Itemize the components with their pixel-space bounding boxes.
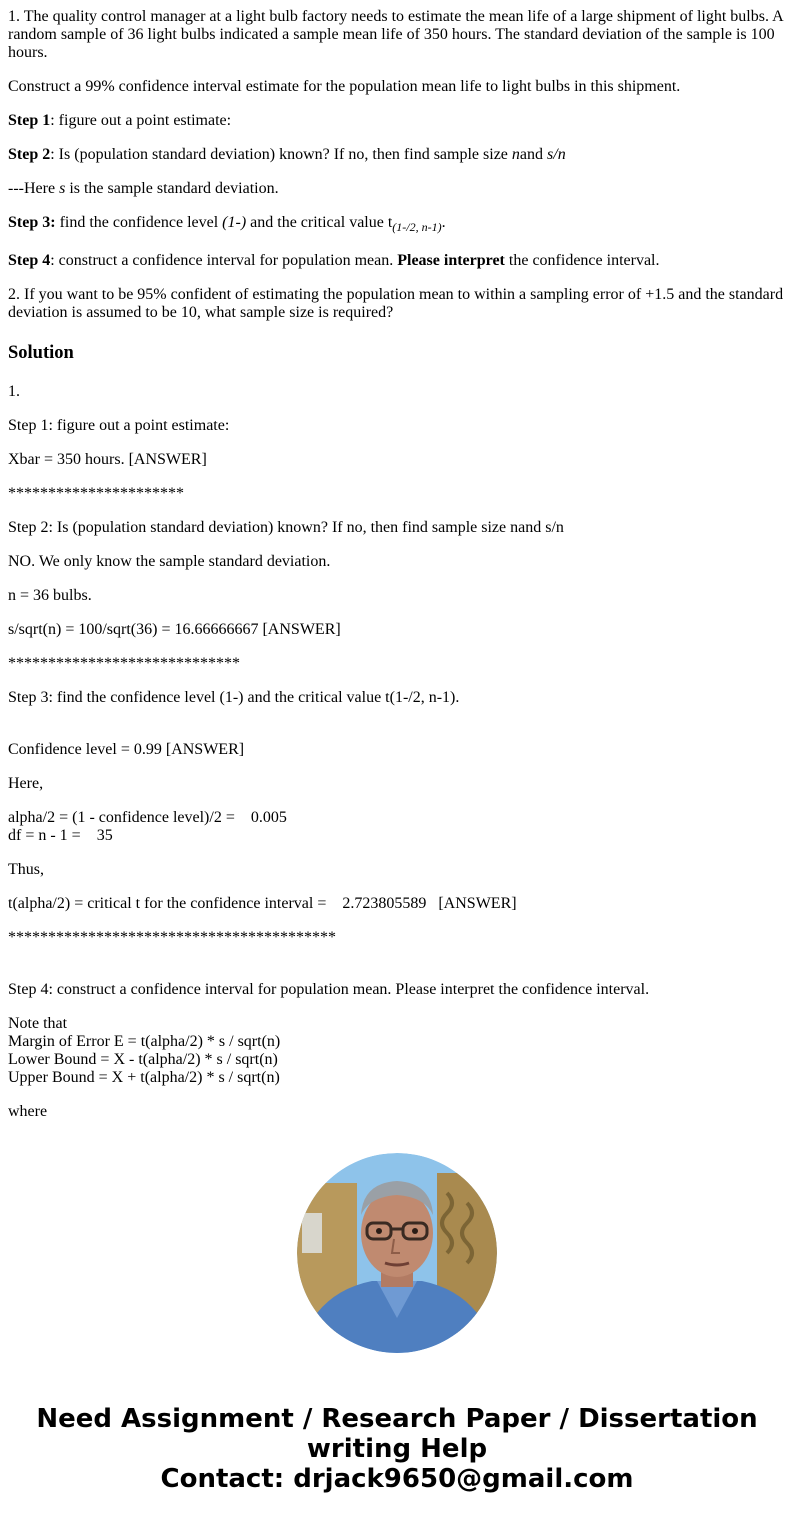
footer-line-2: writing Help xyxy=(306,1434,488,1464)
solution-line: where xyxy=(8,1103,48,1120)
promo-footer xyxy=(0,1404,794,1494)
solution-line: Thus, xyxy=(8,861,44,878)
margin-error-line: Margin of Error E = t(alpha/2) * s / sqrt(n) xyxy=(8,1033,281,1050)
step-4-label: Step 4 xyxy=(8,252,51,269)
step-3-text-a: find the confidence level xyxy=(55,214,223,231)
solution-line: n = 36 bulbs. xyxy=(8,587,92,604)
author-photo xyxy=(297,1153,497,1353)
here-s: s xyxy=(59,180,66,197)
step-4-prompt xyxy=(8,252,786,270)
step-3-end: . xyxy=(441,214,446,231)
solution-block xyxy=(8,1015,786,1087)
here-text-b: is the sample standard deviation. xyxy=(65,180,279,197)
footer-line-1: Need Assignment / Research Paper / Dissertation xyxy=(36,1404,758,1434)
alpha-line: alpha/2 = (1 - confidence level)/2 = 0.005 xyxy=(8,809,287,826)
step-1-text: : figure out a point estimate: xyxy=(50,112,232,129)
step-2-prompt xyxy=(8,146,786,164)
solution-line: Step 3: find the confidence level (1-) and the critical value t(1-/2, n-1). xyxy=(8,689,460,706)
here-text-a: ---Here xyxy=(8,180,60,197)
df-line: df = n - 1 = 35 xyxy=(8,827,113,844)
separator: ********************** xyxy=(8,485,184,502)
solution-line: Step 1: figure out a point estimate: xyxy=(8,417,230,434)
solution-line: s/sqrt(n) = 100/sqrt(36) = 16.66666667 [ANSWER] xyxy=(8,621,341,638)
step-2-text-b: and xyxy=(519,146,548,163)
solution-line: 1. xyxy=(8,383,20,400)
note-line: Note that xyxy=(8,1015,68,1032)
solution-line: t(alpha/2) = critical t for the confidence interval = 2.723805589 [ANSWER] xyxy=(8,895,517,912)
here-note xyxy=(8,180,786,198)
step-2-sn: s/n xyxy=(547,146,566,163)
lower-bound-line: Lower Bound = X - t(alpha/2) * s / sqrt(n) xyxy=(8,1051,278,1068)
person-portrait-icon xyxy=(297,1153,497,1353)
avatar xyxy=(297,1153,497,1353)
solution-heading: Solution xyxy=(8,343,74,363)
separator: ***************************** xyxy=(8,655,240,672)
step-3-text-b: and the critical value t xyxy=(246,214,393,231)
solution-line: Step 4: construct a confidence interval for population mean. Please interpret the confidence interval. xyxy=(8,981,650,998)
separator: ***************************************** xyxy=(8,929,336,946)
solution-line: Step 2: Is (population standard deviation) known? If no, then find sample size nand s/n xyxy=(8,519,564,536)
step-2-text-a: : Is (population standard deviation) known? If no, then find sample size xyxy=(50,146,512,163)
step-4-bold: Please interpret xyxy=(397,252,505,269)
step-3-cl: (1-) xyxy=(222,214,247,231)
footer-contact: Contact: drjack9650@gmail.com xyxy=(160,1464,634,1494)
question-2-text: 2. If you want to be 95% confident of estimating the population mean to within a sampling error of +1.5 and the standard deviation is assumed to be 10, what sample size is required? xyxy=(8,286,784,321)
step-4-text-a: : construct a confidence interval for population mean. xyxy=(50,252,398,269)
step-1-label: Step 1 xyxy=(8,112,51,129)
step-2-n: n xyxy=(511,146,520,163)
question-1-text: 1. The quality control manager at a light bulb factory needs to estimate the mean life of a large shipment of light bulbs. A random sample of 36 light bulbs indicated a sample mean life of 350 hours. The standard deviation of the sample is 100 hours. xyxy=(8,8,783,61)
step-1-prompt xyxy=(8,112,786,130)
upper-bound-line: Upper Bound = X + t(alpha/2) * s / sqrt(n) xyxy=(8,1069,280,1086)
step-4-text-b: the confidence interval. xyxy=(504,252,660,269)
solution-block xyxy=(8,809,786,845)
solution-line: Xbar = 350 hours. [ANSWER] xyxy=(8,451,207,468)
solution-line: Here, xyxy=(8,775,44,792)
step-2-label: Step 2 xyxy=(8,146,51,163)
question-1-task: Construct a 99% confidence interval estimate for the population mean life to light bulbs in this shipment. xyxy=(8,78,681,95)
step-3-subscript: (1-/2, n-1) xyxy=(392,220,442,234)
solution-line: NO. We only know the sample standard deviation. xyxy=(8,553,331,570)
solution-line: Confidence level = 0.99 [ANSWER] xyxy=(8,741,245,758)
step-3-label: Step 3: xyxy=(8,214,56,231)
step-3-prompt xyxy=(8,214,786,236)
